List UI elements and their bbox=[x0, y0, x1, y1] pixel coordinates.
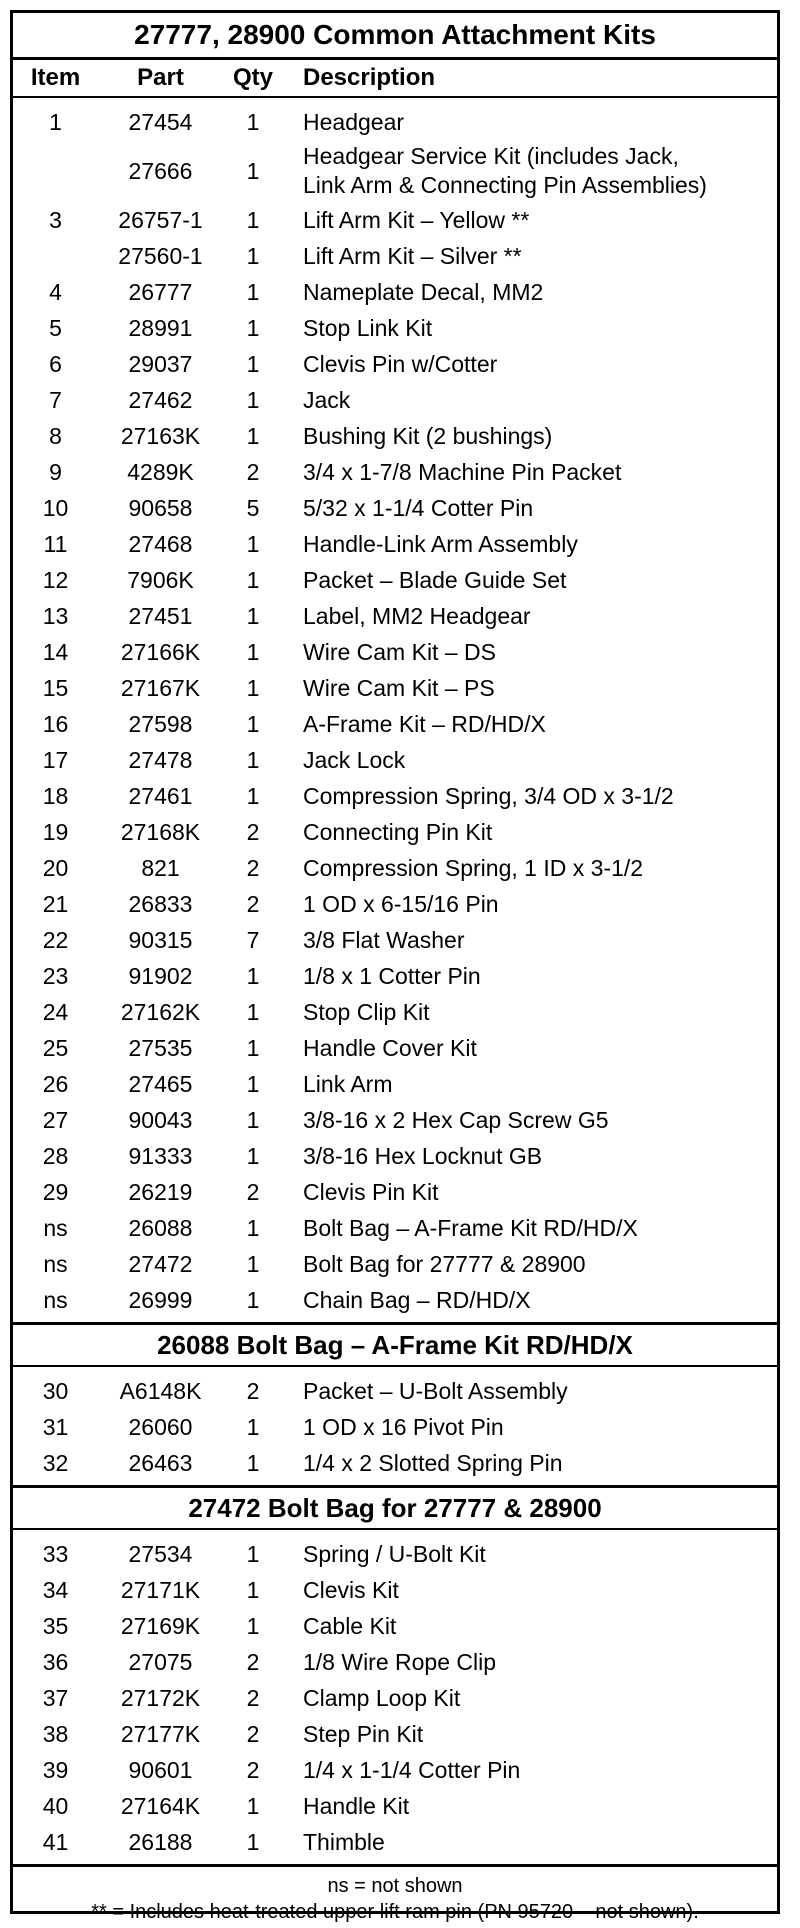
description-line: 1/8 x 1 Cotter Pin bbox=[303, 962, 481, 989]
part-cell: 27598 bbox=[128, 710, 193, 737]
table-row bbox=[13, 598, 777, 634]
part-cell: 27454 bbox=[128, 108, 193, 135]
table-row bbox=[13, 1716, 777, 1752]
description-cell bbox=[283, 206, 777, 235]
qty-cell: 5 bbox=[246, 494, 260, 521]
part-cell: 26060 bbox=[128, 1413, 193, 1440]
item-cell: 7 bbox=[49, 386, 62, 413]
parts-table bbox=[10, 10, 780, 1923]
description-cell bbox=[283, 818, 777, 847]
qty-cell: 1 bbox=[246, 710, 260, 737]
item-cell: 8 bbox=[49, 422, 62, 449]
part-cell: 26777 bbox=[128, 278, 193, 305]
item-cell: 3 bbox=[49, 206, 62, 233]
table-row bbox=[13, 202, 777, 238]
description-line: 1 OD x 16 Pivot Pin bbox=[303, 1413, 504, 1440]
description-cell bbox=[283, 1377, 777, 1406]
item-cell: 37 bbox=[42, 1684, 69, 1711]
qty-cell: 1 bbox=[246, 108, 260, 135]
description-line: Handle Kit bbox=[303, 1792, 410, 1819]
part-cell: 26088 bbox=[128, 1214, 193, 1241]
item-cell: 12 bbox=[42, 566, 69, 593]
item-cell: 29 bbox=[42, 1178, 69, 1205]
description-line: 1 OD x 6-15/16 Pin bbox=[303, 890, 499, 917]
description-cell bbox=[283, 962, 777, 991]
qty-cell: 1 bbox=[246, 1250, 260, 1277]
table-row bbox=[13, 958, 777, 994]
description-cell bbox=[283, 1449, 777, 1478]
part-cell: 27171K bbox=[120, 1576, 201, 1603]
item-cell: 19 bbox=[42, 818, 69, 845]
part-cell: 26463 bbox=[128, 1449, 193, 1476]
item-cell: 5 bbox=[49, 314, 62, 341]
qty-cell: 1 bbox=[246, 566, 260, 593]
description-line: 1/8 Wire Rope Clip bbox=[303, 1648, 497, 1675]
part-cell: A6148K bbox=[119, 1377, 202, 1404]
item-cell: 34 bbox=[42, 1576, 69, 1603]
item-cell: 1 bbox=[49, 108, 62, 135]
part-cell: 27167K bbox=[120, 674, 201, 701]
qty-cell: 2 bbox=[246, 1756, 260, 1783]
qty-cell: 2 bbox=[246, 1720, 260, 1747]
description-line: Jack bbox=[303, 386, 351, 413]
qty-cell: 1 bbox=[246, 1449, 260, 1476]
description-line: Handle Cover Kit bbox=[303, 1034, 477, 1061]
qty-cell: 1 bbox=[246, 962, 260, 989]
item-cell: 20 bbox=[42, 854, 69, 881]
item-cell: 22 bbox=[42, 926, 69, 953]
part-cell: 26999 bbox=[128, 1286, 193, 1313]
part-cell: 27166K bbox=[120, 638, 201, 665]
qty-cell: 1 bbox=[246, 530, 260, 557]
description-cell bbox=[283, 1612, 777, 1641]
description-cell bbox=[283, 1142, 777, 1171]
table-row bbox=[13, 1174, 777, 1210]
description-cell bbox=[283, 1792, 777, 1821]
item-cell: 11 bbox=[43, 530, 68, 557]
description-line: Connecting Pin Kit bbox=[303, 818, 493, 845]
table-row bbox=[13, 1246, 777, 1282]
item-cell: 16 bbox=[42, 710, 69, 737]
description-line: 3/8 Flat Washer bbox=[303, 926, 465, 953]
part-cell: 27465 bbox=[128, 1070, 193, 1097]
part-cell: 29037 bbox=[128, 350, 193, 377]
part-cell: 27162K bbox=[120, 998, 201, 1025]
item-cell: 25 bbox=[42, 1034, 69, 1061]
item-cell: ns bbox=[43, 1214, 68, 1241]
description-line: Handle-Link Arm Assembly bbox=[303, 530, 578, 557]
qty-cell: 1 bbox=[246, 1034, 260, 1061]
table-row bbox=[13, 418, 777, 454]
description-line: A-Frame Kit – RD/HD/X bbox=[303, 710, 546, 737]
description-cell bbox=[283, 890, 777, 919]
item-cell: 40 bbox=[42, 1792, 69, 1819]
description-cell bbox=[283, 422, 777, 451]
item-cell: 13 bbox=[42, 602, 69, 629]
item-cell: 17 bbox=[42, 746, 69, 773]
item-cell: 32 bbox=[42, 1449, 69, 1476]
column-header-description: Description bbox=[303, 64, 436, 91]
item-cell: 33 bbox=[42, 1540, 69, 1567]
description-cell bbox=[283, 998, 777, 1027]
qty-cell: 2 bbox=[246, 458, 260, 485]
qty-cell: 7 bbox=[246, 926, 260, 953]
item-cell: ns bbox=[43, 1250, 68, 1277]
item-cell: 18 bbox=[42, 782, 69, 809]
description-line: Clevis Kit bbox=[303, 1576, 399, 1603]
table-row bbox=[13, 526, 777, 562]
qty-cell: 1 bbox=[246, 386, 260, 413]
table-row bbox=[13, 1445, 777, 1481]
description-line: Stop Clip Kit bbox=[303, 998, 430, 1025]
description-cell bbox=[283, 350, 777, 379]
part-cell: 90315 bbox=[128, 926, 193, 953]
description-line: Jack Lock bbox=[303, 746, 406, 773]
qty-cell: 1 bbox=[246, 422, 260, 449]
item-cell: 30 bbox=[42, 1377, 69, 1404]
item-cell: 10 bbox=[42, 494, 69, 521]
part-cell: 27478 bbox=[128, 746, 193, 773]
qty-cell: 1 bbox=[246, 746, 260, 773]
description-cell bbox=[283, 566, 777, 595]
table-row bbox=[13, 706, 777, 742]
table-row bbox=[13, 850, 777, 886]
part-cell: 27560-1 bbox=[118, 242, 203, 269]
description-cell bbox=[283, 638, 777, 667]
description-cell bbox=[283, 142, 777, 200]
description-cell bbox=[283, 1106, 777, 1135]
item-cell: 14 bbox=[42, 638, 69, 665]
table-row bbox=[13, 1282, 777, 1318]
item-cell: 27 bbox=[42, 1106, 69, 1133]
item-cell: 23 bbox=[42, 962, 69, 989]
qty-cell: 1 bbox=[246, 782, 260, 809]
description-cell bbox=[283, 1756, 777, 1785]
item-cell: 6 bbox=[49, 350, 62, 377]
part-cell: 821 bbox=[141, 854, 180, 881]
description-cell bbox=[283, 242, 777, 271]
table-row bbox=[13, 1030, 777, 1066]
description-line: Spring / U-Bolt Kit bbox=[303, 1540, 486, 1567]
table-row bbox=[13, 104, 777, 140]
description-cell bbox=[283, 674, 777, 703]
table-row bbox=[13, 382, 777, 418]
part-cell: 91902 bbox=[128, 962, 193, 989]
table-row bbox=[13, 670, 777, 706]
description-line: Bolt Bag – A-Frame Kit RD/HD/X bbox=[303, 1214, 638, 1241]
description-cell bbox=[283, 1178, 777, 1207]
table-row bbox=[13, 922, 777, 958]
description-cell bbox=[283, 1250, 777, 1279]
qty-cell: 2 bbox=[246, 1178, 260, 1205]
section-rows bbox=[13, 1530, 777, 1864]
section-rows bbox=[13, 98, 777, 1322]
description-cell bbox=[283, 854, 777, 883]
table-row bbox=[13, 634, 777, 670]
part-cell: 26833 bbox=[128, 890, 193, 917]
description-cell bbox=[283, 530, 777, 559]
description-line: Thimble bbox=[303, 1828, 385, 1855]
qty-cell: 2 bbox=[246, 1648, 260, 1675]
qty-cell: 1 bbox=[246, 1576, 260, 1603]
qty-cell: 1 bbox=[246, 1792, 260, 1819]
table-row bbox=[13, 1752, 777, 1788]
description-cell bbox=[283, 314, 777, 343]
table-row bbox=[13, 274, 777, 310]
part-cell: 7906K bbox=[127, 566, 194, 593]
part-cell: 27461 bbox=[128, 782, 193, 809]
table-row bbox=[13, 490, 777, 526]
table-row bbox=[13, 886, 777, 922]
qty-cell: 1 bbox=[246, 674, 260, 701]
description-cell bbox=[283, 278, 777, 307]
description-cell bbox=[283, 926, 777, 955]
qty-cell: 1 bbox=[246, 1106, 260, 1133]
part-cell: 27164K bbox=[120, 1792, 201, 1819]
description-cell bbox=[283, 386, 777, 415]
parts-sections bbox=[13, 98, 777, 1864]
description-line: Step Pin Kit bbox=[303, 1720, 424, 1747]
item-cell: 31 bbox=[42, 1413, 69, 1440]
table-row bbox=[13, 1824, 777, 1860]
table-row bbox=[13, 238, 777, 274]
description-line: Lift Arm Kit – Silver ** bbox=[303, 242, 522, 269]
description-line: 3/8-16 Hex Locknut GB bbox=[303, 1142, 543, 1169]
item-cell: 9 bbox=[49, 458, 62, 485]
item-cell: 4 bbox=[49, 278, 62, 305]
description-line: Compression Spring, 3/4 OD x 3-1/2 bbox=[303, 782, 674, 809]
description-cell bbox=[283, 1413, 777, 1442]
table-row bbox=[13, 778, 777, 814]
item-cell: 35 bbox=[42, 1612, 69, 1639]
description-line: Stop Link Kit bbox=[303, 314, 433, 341]
description-line: Nameplate Decal, MM2 bbox=[303, 278, 544, 305]
section-rows bbox=[13, 1367, 777, 1485]
description-line: Link Arm bbox=[303, 1070, 393, 1097]
table-row bbox=[13, 1373, 777, 1409]
qty-cell: 1 bbox=[246, 157, 260, 184]
table-row bbox=[13, 346, 777, 382]
item-cell: 41 bbox=[42, 1828, 69, 1855]
description-cell bbox=[283, 1214, 777, 1243]
footnote-line: ns = not shown bbox=[327, 1875, 463, 1897]
part-cell: 27462 bbox=[128, 386, 193, 413]
description-cell bbox=[283, 1286, 777, 1315]
table-row bbox=[13, 1788, 777, 1824]
part-cell: 26757-1 bbox=[118, 206, 203, 233]
description-line: Bushing Kit (2 bushings) bbox=[303, 422, 553, 449]
description-line: Clevis Pin w/Cotter bbox=[303, 350, 498, 377]
description-line: Chain Bag – RD/HD/X bbox=[303, 1286, 531, 1313]
qty-cell: 2 bbox=[246, 1377, 260, 1404]
item-cell: 28 bbox=[42, 1142, 69, 1169]
qty-cell: 1 bbox=[246, 1413, 260, 1440]
part-cell: 91333 bbox=[128, 1142, 193, 1169]
part-cell: 4289K bbox=[127, 458, 194, 485]
qty-cell: 2 bbox=[246, 1684, 260, 1711]
description-cell bbox=[283, 1720, 777, 1749]
table-row bbox=[13, 1572, 777, 1608]
description-cell bbox=[283, 710, 777, 739]
qty-cell: 1 bbox=[246, 1612, 260, 1639]
column-header-row bbox=[13, 60, 777, 98]
table-row bbox=[13, 1644, 777, 1680]
part-cell: 27534 bbox=[128, 1540, 193, 1567]
description-line: Cable Kit bbox=[303, 1612, 397, 1639]
qty-cell: 1 bbox=[246, 350, 260, 377]
part-cell: 27472 bbox=[128, 1250, 193, 1277]
qty-cell: 2 bbox=[246, 818, 260, 845]
description-line: Bolt Bag for 27777 & 28900 bbox=[303, 1250, 586, 1277]
table-row bbox=[13, 994, 777, 1030]
part-cell: 27451 bbox=[128, 602, 193, 629]
qty-cell: 1 bbox=[246, 1540, 260, 1567]
table-row bbox=[13, 140, 777, 202]
qty-cell: 1 bbox=[246, 242, 260, 269]
description-line: Clevis Pin Kit bbox=[303, 1178, 439, 1205]
description-line: Lift Arm Kit – Yellow ** bbox=[303, 206, 530, 233]
description-line: 3/8-16 x 2 Hex Cap Screw G5 bbox=[303, 1106, 609, 1133]
page-title: 27777, 28900 Common Attachment Kits bbox=[13, 13, 777, 60]
item-cell: 39 bbox=[42, 1756, 69, 1783]
description-line: 1/4 x 1-1/4 Cotter Pin bbox=[303, 1756, 521, 1783]
qty-cell: 1 bbox=[246, 1142, 260, 1169]
description-line: Headgear bbox=[303, 108, 405, 135]
table-row bbox=[13, 1409, 777, 1445]
qty-cell: 1 bbox=[246, 278, 260, 305]
description-cell bbox=[283, 494, 777, 523]
part-cell: 26219 bbox=[128, 1178, 193, 1205]
part-cell: 27666 bbox=[128, 157, 193, 184]
description-cell bbox=[283, 782, 777, 811]
table-row bbox=[13, 310, 777, 346]
description-cell bbox=[283, 746, 777, 775]
description-cell bbox=[283, 1034, 777, 1063]
description-cell bbox=[283, 1828, 777, 1857]
section-title: 27472 Bolt Bag for 27777 & 28900 bbox=[13, 1485, 777, 1530]
description-line: Compression Spring, 1 ID x 3-1/2 bbox=[303, 854, 644, 881]
description-line: Wire Cam Kit – DS bbox=[303, 638, 496, 665]
section-title: 26088 Bolt Bag – A-Frame Kit RD/HD/X bbox=[13, 1322, 777, 1367]
qty-cell: 1 bbox=[246, 1286, 260, 1313]
part-cell: 90658 bbox=[128, 494, 193, 521]
description-line: Link Arm & Connecting Pin Assemblies) bbox=[303, 172, 707, 198]
item-cell: 36 bbox=[42, 1648, 69, 1675]
column-header-item: Item bbox=[30, 64, 81, 91]
qty-cell: 2 bbox=[246, 854, 260, 881]
table-row bbox=[13, 1680, 777, 1716]
qty-cell: 1 bbox=[246, 1070, 260, 1097]
table-row bbox=[13, 562, 777, 598]
part-cell: 90601 bbox=[128, 1756, 193, 1783]
description-cell bbox=[283, 1576, 777, 1605]
description-line: Label, MM2 Headgear bbox=[303, 602, 531, 629]
description-cell bbox=[283, 108, 777, 137]
qty-cell: 1 bbox=[246, 602, 260, 629]
column-header-part: Part bbox=[137, 64, 184, 91]
description-line: 3/4 x 1-7/8 Machine Pin Packet bbox=[303, 458, 622, 485]
description-line: Wire Cam Kit – PS bbox=[303, 674, 495, 701]
table-row bbox=[13, 1608, 777, 1644]
table-row bbox=[13, 1138, 777, 1174]
item-cell: 24 bbox=[42, 998, 69, 1025]
description-cell bbox=[283, 1648, 777, 1677]
footnote-line: ** = Includes heat-treated upper lift ram pin (PN 95720 – not shown). bbox=[91, 1901, 699, 1923]
item-cell: ns bbox=[43, 1286, 68, 1313]
part-cell: 28991 bbox=[128, 314, 193, 341]
description-line: 1/4 x 2 Slotted Spring Pin bbox=[303, 1449, 563, 1476]
table-row bbox=[13, 1066, 777, 1102]
description-cell bbox=[283, 458, 777, 487]
part-cell: 26188 bbox=[128, 1828, 193, 1855]
table-row bbox=[13, 1102, 777, 1138]
qty-cell: 1 bbox=[246, 314, 260, 341]
table-row bbox=[13, 1210, 777, 1246]
description-line: Packet – U-Bolt Assembly bbox=[303, 1377, 568, 1404]
part-cell: 27535 bbox=[128, 1034, 193, 1061]
part-cell: 27177K bbox=[120, 1720, 201, 1747]
description-line: Headgear Service Kit (includes Jack, bbox=[303, 143, 679, 169]
item-cell: 15 bbox=[42, 674, 69, 701]
footnotes bbox=[13, 1864, 777, 1925]
part-cell: 27468 bbox=[128, 530, 193, 557]
description-cell bbox=[283, 602, 777, 631]
qty-cell: 1 bbox=[246, 998, 260, 1025]
description-cell bbox=[283, 1684, 777, 1713]
part-cell: 27075 bbox=[128, 1648, 193, 1675]
description-line: Packet – Blade Guide Set bbox=[303, 566, 567, 593]
table-row bbox=[13, 814, 777, 850]
description-cell bbox=[283, 1540, 777, 1569]
table-row bbox=[13, 742, 777, 778]
qty-cell: 1 bbox=[246, 1828, 260, 1855]
qty-cell: 1 bbox=[246, 638, 260, 665]
description-cell bbox=[283, 1070, 777, 1099]
item-cell: 21 bbox=[42, 890, 69, 917]
item-cell: 26 bbox=[42, 1070, 69, 1097]
column-header-qty: Qty bbox=[232, 64, 273, 91]
qty-cell: 1 bbox=[246, 206, 260, 233]
part-cell: 90043 bbox=[128, 1106, 193, 1133]
qty-cell: 1 bbox=[246, 1214, 260, 1241]
qty-cell: 2 bbox=[246, 890, 260, 917]
description-line: 5/32 x 1-1/4 Cotter Pin bbox=[303, 494, 534, 521]
part-cell: 27168K bbox=[120, 818, 201, 845]
part-cell: 27172K bbox=[120, 1684, 201, 1711]
part-cell: 27163K bbox=[120, 422, 201, 449]
part-cell: 27169K bbox=[120, 1612, 201, 1639]
table-row bbox=[13, 454, 777, 490]
item-cell: 38 bbox=[42, 1720, 69, 1747]
table-row bbox=[13, 1536, 777, 1572]
description-line: Clamp Loop Kit bbox=[303, 1684, 461, 1711]
